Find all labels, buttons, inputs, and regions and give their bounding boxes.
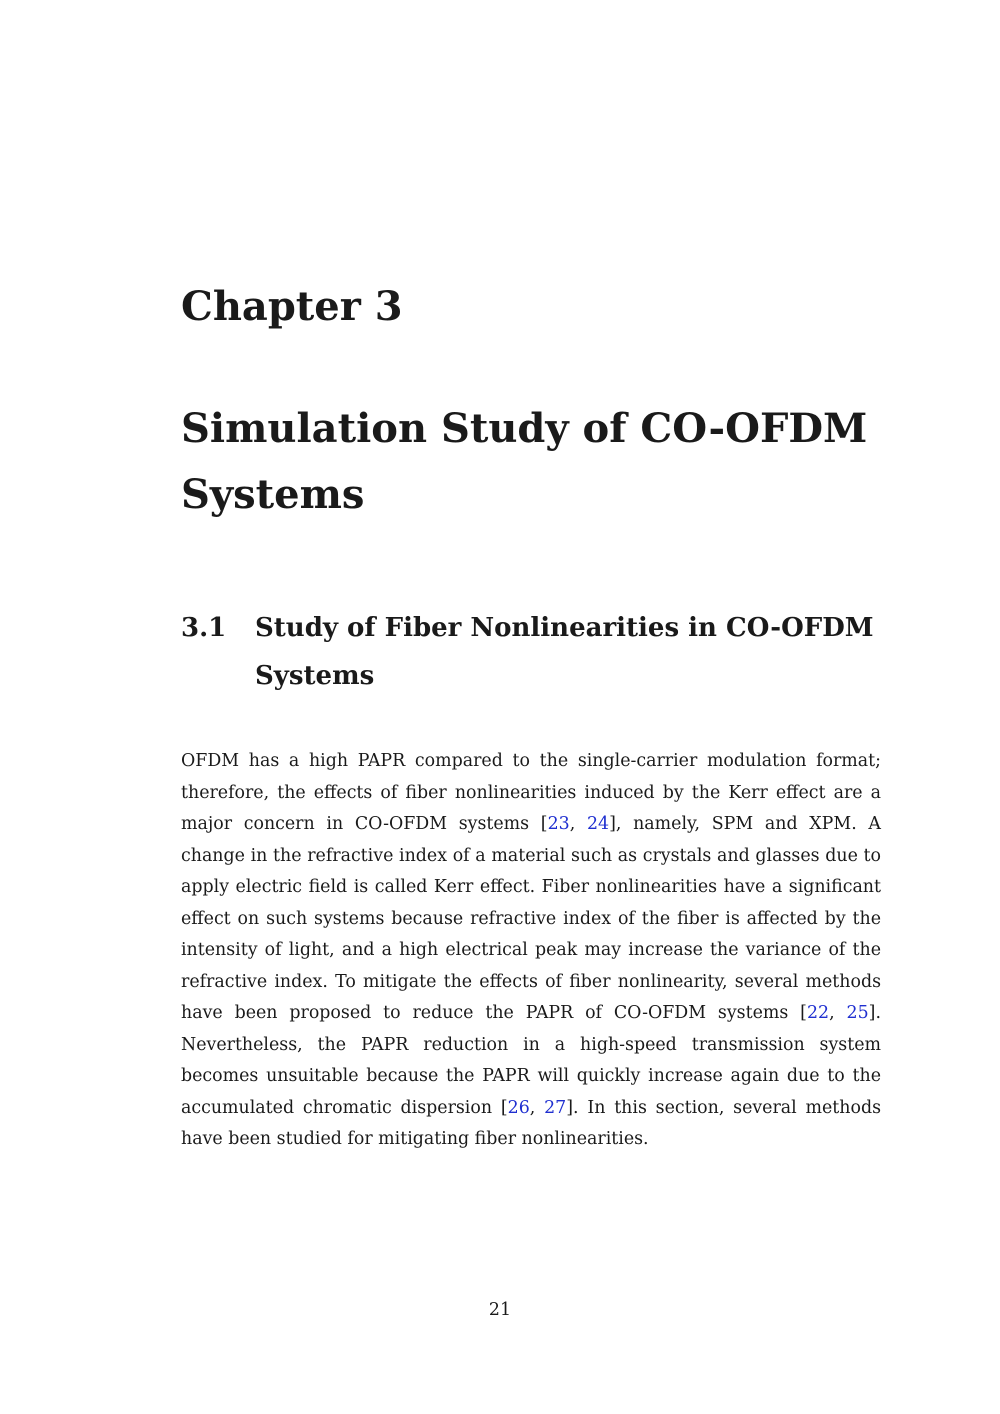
section-number: 3.1 bbox=[181, 613, 227, 643]
paragraph-text: OFDM has a high PAPR compared to the single-carrier modulation format; therefore, the effects of fiber nonlinearities induced by the Kerr effect are a major concern in CO-OFDM systems [ bbox=[181, 751, 881, 835]
citation-link-22[interactable]: 22 bbox=[806, 1003, 830, 1024]
citation-link-27[interactable]: 27 bbox=[544, 1097, 567, 1118]
section-title: Study of Fiber Nonlinearities in CO-OFDM Systems bbox=[255, 613, 874, 691]
chapter-label: Chapter 3 bbox=[181, 283, 403, 330]
chapter-title: Simulation Study of CO-OFDM Systems bbox=[181, 405, 868, 518]
citation-link-23[interactable]: 23 bbox=[547, 814, 570, 835]
body-paragraph bbox=[181, 746, 881, 1156]
paragraph-text: ]. In this section, several methods have been studied for mitigating fiber nonlinearities. bbox=[181, 1097, 882, 1150]
section-heading bbox=[181, 604, 881, 700]
paragraph-text: , bbox=[569, 814, 587, 835]
citation-link-24[interactable]: 24 bbox=[586, 814, 610, 835]
page-number: 21 bbox=[488, 1300, 512, 1320]
paragraph-text: ]. Nevertheless, the PAPR reduction in a high-speed transmission system becomes unsuitable because the PAPR will quickly increase again due to the accumulated chromatic dispersion [ bbox=[181, 1003, 881, 1118]
paragraph-text: ], namely, SPM and XPM. A change in the refractive index of a material such as crystals and glasses due to apply electric field is called Kerr effect. Fiber nonlinearities have a significant effect on such systems because refractive index of the fiber is affected by the intensity of light, and a high electrical peak may increase the variance of the refractive index. To mitigate the effects of fiber nonlinearity, several methods have been proposed to reduce the PAPR of CO-OFDM systems [ bbox=[181, 814, 881, 1024]
citation-link-25[interactable]: 25 bbox=[846, 1003, 869, 1024]
citation-link-26[interactable]: 26 bbox=[507, 1097, 530, 1118]
paragraph-text: , bbox=[529, 1097, 545, 1118]
paragraph-text: , bbox=[829, 1003, 847, 1024]
